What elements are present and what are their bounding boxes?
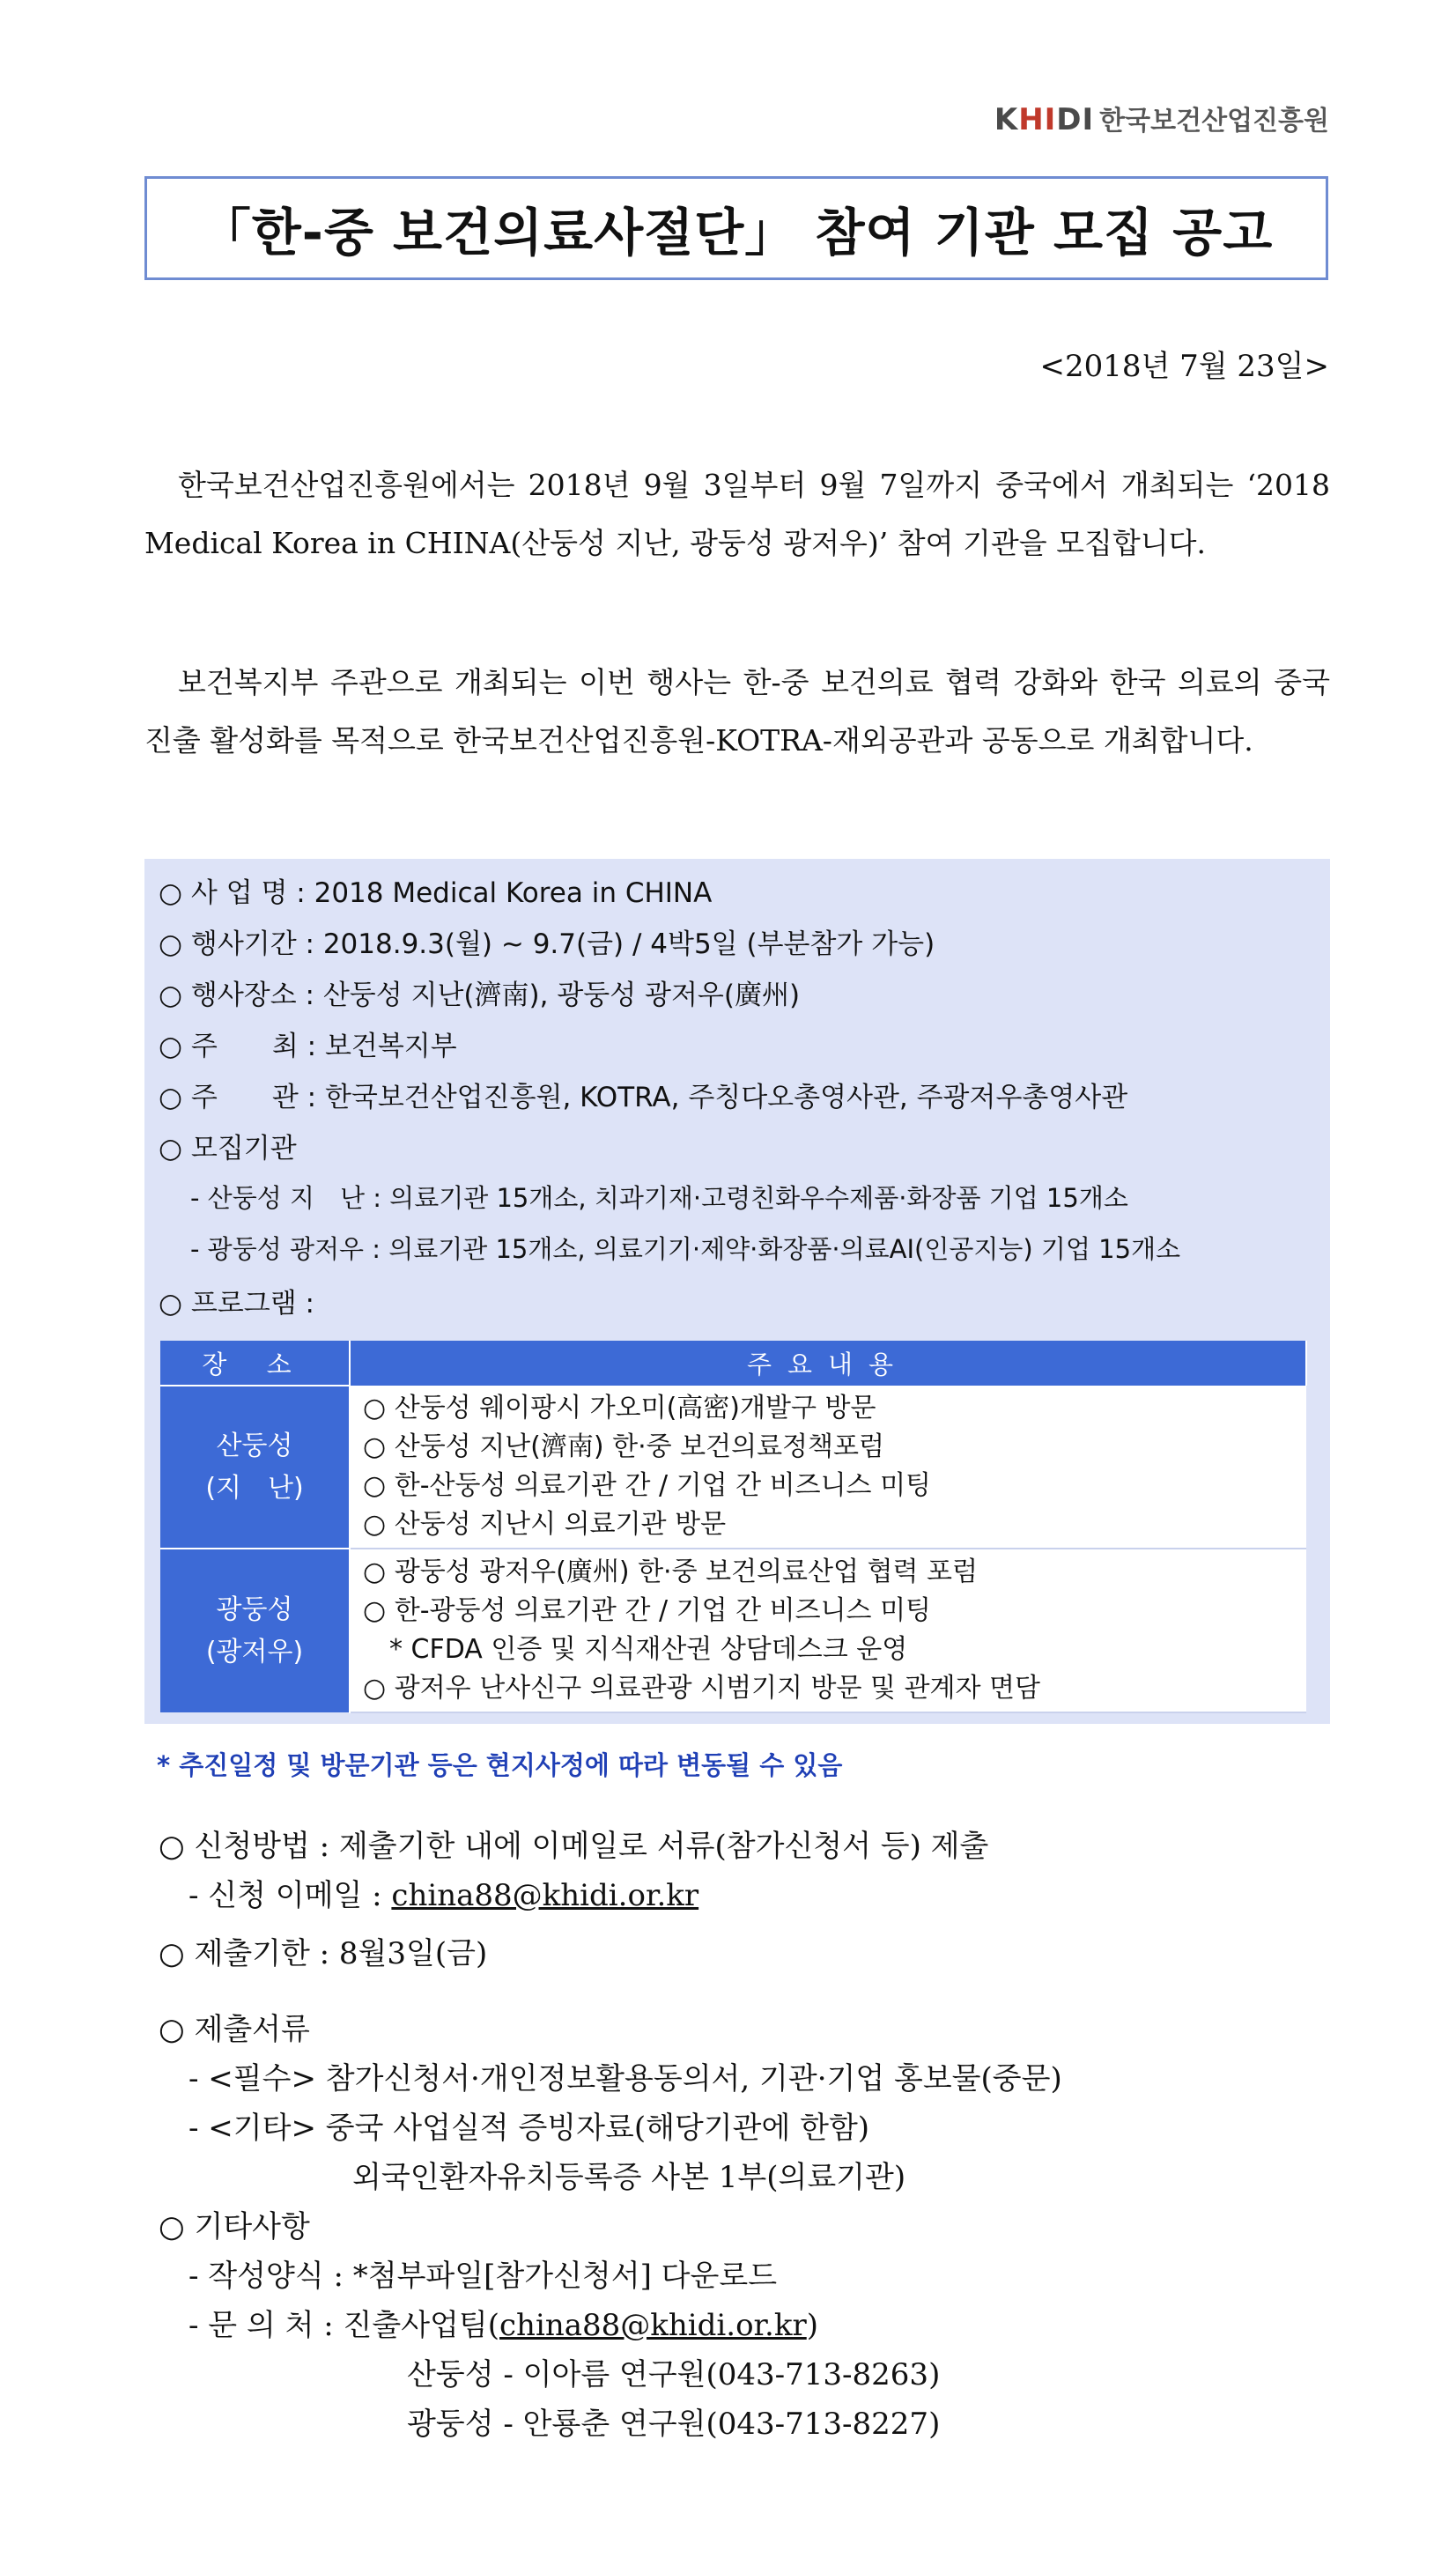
list-item: * CFDA 인증 및 지식재산권 상담데스크 운영 — [363, 1634, 908, 1665]
submission-deadline: ○ 제출기한 : 8월3일(금) — [159, 1936, 488, 1971]
application-form: - 작성양식 : *첨부파일[참가신청서] 다운로드 — [188, 2259, 778, 2294]
list-item: ○ 산둥성 지난(濟南) 한·중 보건의료정책포럼 — [363, 1431, 884, 1462]
list-item: ○ 광저우 난사신구 의료관광 시범기지 방문 및 관계자 면담 — [363, 1673, 1041, 1704]
contact-label: - 문 의 처 : 진출사업팀( — [188, 2308, 499, 2343]
page-title: 「한-중 보건의료사절단」 참여 기관 모집 공고 — [199, 203, 1274, 262]
list-item: ○ 산둥성 지난시 의료기관 방문 — [363, 1509, 727, 1540]
contact-jinan: 산둥성 - 이아름 연구원(043-713-8263) — [407, 2357, 941, 2392]
place-city: (지 난) — [205, 1472, 304, 1504]
list-item: ○ 한-광둥성 의료기관 간 / 기업 간 비즈니스 미팅 — [363, 1595, 932, 1626]
recruit-guangzhou: - 광둥성 광저우 : 의료기관 15개소, 의료기기·제약·화장품·의료AI(인공지능) 기업 15개소 — [190, 1234, 1181, 1264]
list-item: ○ 광둥성 광저우(廣州) 한·중 보건의료산업 협력 포럼 — [363, 1556, 978, 1587]
schedule-change-notice: * 추진일정 및 방문기관 등은 현지사정에 따라 변동될 수 있음 — [157, 1750, 843, 1780]
place-city: (광저우) — [205, 1636, 304, 1667]
business-name: ○ 사 업 명 : 2018 Medical Korea in CHINA — [159, 877, 713, 909]
event-host: ○ 주 최 : 보건복지부 — [159, 1031, 457, 1062]
program-table-header — [160, 1341, 1306, 1386]
docs-other-2: 외국인환자유치등록증 사본 1부(의료기관) — [352, 2160, 906, 2195]
contact-close: ) — [806, 2308, 818, 2343]
contact-email-link[interactable]: china88@khidi.or.kr — [499, 2308, 807, 2343]
intro-paragraph-1-text: 한국보건산업진흥원에서는 2018년 9월 3일부터 9월 7일까지 중국에서 개최되는 ‘2018 Medical Korea in CHINA(산둥성 지난, 광둥성 광저우)’ 참여 기관을 모집합니다. — [144, 468, 1330, 560]
announcement-date: <2018년 7월 23일> — [1039, 349, 1329, 384]
intro-paragraph-1 — [144, 456, 1330, 573]
docs-other: - <기타> 중국 사업실적 증빙자료(해당기관에 한함) — [188, 2111, 870, 2146]
event-venue: ○ 행사장소 : 산둥성 지난(濟南), 광둥성 광저우(廣州) — [159, 980, 801, 1011]
contact-line — [188, 2301, 818, 2344]
place-name: 광둥성 — [216, 1593, 293, 1625]
place-cell-guangzhou — [160, 1549, 350, 1712]
org-name: 한국보건산업진흥원 — [1099, 106, 1329, 137]
docs-required: - <필수> 참가신청서·개인정보활용동의서, 기관·기업 홍보물(중문) — [188, 2061, 1062, 2096]
place-name: 산둥성 — [216, 1430, 293, 1461]
list-item: ○ 산둥성 웨이팡시 가오미(高密)개발구 방문 — [363, 1393, 876, 1423]
list-item: ○ 한-산둥성 의료기관 간 / 기업 간 비즈니스 미팅 — [363, 1470, 932, 1501]
email-label: - 신청 이메일 : — [188, 1878, 392, 1913]
intro-paragraph-2 — [144, 654, 1330, 770]
application-email-line — [188, 1871, 698, 1914]
program-table — [160, 1341, 1307, 1713]
etc-title: ○ 기타사항 — [159, 2209, 310, 2244]
docs-title: ○ 제출서류 — [159, 2012, 310, 2047]
event-period: ○ 행사기간 : 2018.9.3(월) ~ 9.7(금) / 4박5일 (부분참가 가능) — [159, 928, 935, 960]
title-box — [144, 176, 1328, 280]
items-cell-jinan — [350, 1386, 1306, 1549]
items-cell-guangzhou — [350, 1549, 1306, 1712]
khidi-logo-mark: KHIDI — [994, 102, 1095, 137]
table-row — [160, 1386, 1306, 1549]
org-logo — [994, 99, 1329, 137]
header-place: 장 소 — [160, 1341, 350, 1386]
contact-guangzhou: 광둥성 - 안룡춘 연구원(043-713-8227) — [407, 2407, 941, 2442]
recruit-title: ○ 모집기관 — [159, 1133, 297, 1165]
program-title: ○ 프로그램 : — [159, 1288, 314, 1320]
intro-paragraph-2-text: 보건복지부 주관으로 개최되는 이번 행사는 한-중 보건의료 협력 강화와 한국 의료의 중국 진출 활성화를 목적으로 한국보건산업진흥원-KOTRA-재외공관과 공동으로 개최합니다. — [144, 665, 1330, 758]
recruit-jinan: - 산둥성 지 난 : 의료기관 15개소, 치과기재·고령친화우수제품·화장품 기업 15개소 — [190, 1183, 1128, 1213]
application-email-link[interactable]: china88@khidi.or.kr — [391, 1878, 699, 1913]
table-row — [160, 1549, 1306, 1712]
application-method: ○ 신청방법 : 제출기한 내에 이메일로 서류(참가신청서 등) 제출 — [159, 1829, 989, 1864]
event-organizer: ○ 주 관 : 한국보건산업진흥원, KOTRA, 주칭다오총영사관, 주광저우총영사관 — [159, 1082, 1128, 1113]
header-contents: 주요내용 — [350, 1341, 1306, 1386]
place-cell-jinan — [160, 1386, 350, 1549]
